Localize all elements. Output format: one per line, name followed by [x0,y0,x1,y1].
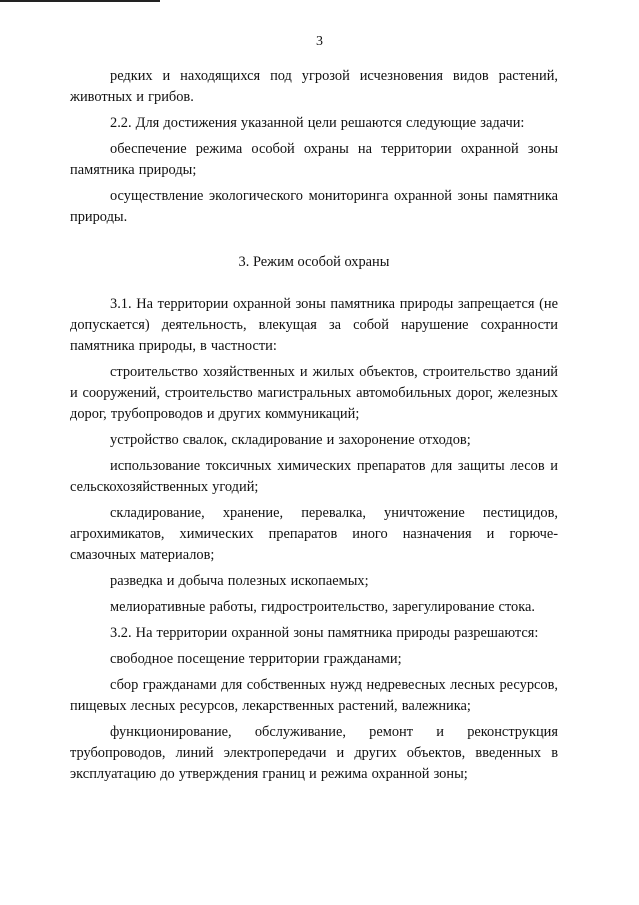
section-heading: 3. Режим особой охраны [238,254,390,270]
document-page [70,66,558,790]
paragraph: 3.1. На территории охранной зоны памятника природы запрещается (не допускается) деятельность, влекущая за собой нарушение сохранности памятника природы, в частности: [70,296,558,354]
paragraph: обеспечение режима особой охраны на территории охранной зоны памятника природы; [70,141,558,178]
paragraph: строительство хозяйственных и жилых объектов, строительство зданий и сооружений, строительство магистральных автомобильных дорог, железных дорог, трубопроводов и других коммуникаций; [70,364,558,422]
paragraph: складирование, хранение, перевалка, уничтожение пестицидов, агрохимикатов, химических препаратов иного назначения и горюче-смазочных материалов; [70,505,558,563]
paragraph: свободное посещение территории гражданами; [110,651,402,667]
paragraph: функционирование, обслуживание, ремонт и реконструкция трубопроводов, линий электропередачи и других объектов, введенных в эксплуатацию до утверждения границ и режима охранной зоны; [70,724,558,782]
paragraph: устройство свалок, складирование и захоронение отходов; [110,432,471,448]
paragraph: 2.2. Для достижения указанной цели решаются следующие задачи: [110,115,525,131]
paragraph: 3.2. На территории охранной зоны памятника природы разрешаются: [110,625,539,641]
paragraph: использование токсичных химических препаратов для защиты лесов и сельскохозяйственных угодий; [70,458,558,495]
paragraph: разведка и добыча полезных ископаемых; [110,573,369,589]
paragraph: сбор гражданами для собственных нужд недревесных лесных ресурсов, пищевых лесных ресурсов, лекарственных растений, валежника; [70,677,558,714]
paragraph: осуществление экологического мониторинга охранной зоны памятника природы. [70,188,558,225]
top-rule-line [0,0,160,2]
page-number: 3 [316,34,323,49]
paragraph: редких и находящихся под угрозой исчезновения видов растений, животных и грибов. [70,68,558,105]
paragraph: мелиоративные работы, гидростроительство, зарегулирование стока. [110,599,535,615]
